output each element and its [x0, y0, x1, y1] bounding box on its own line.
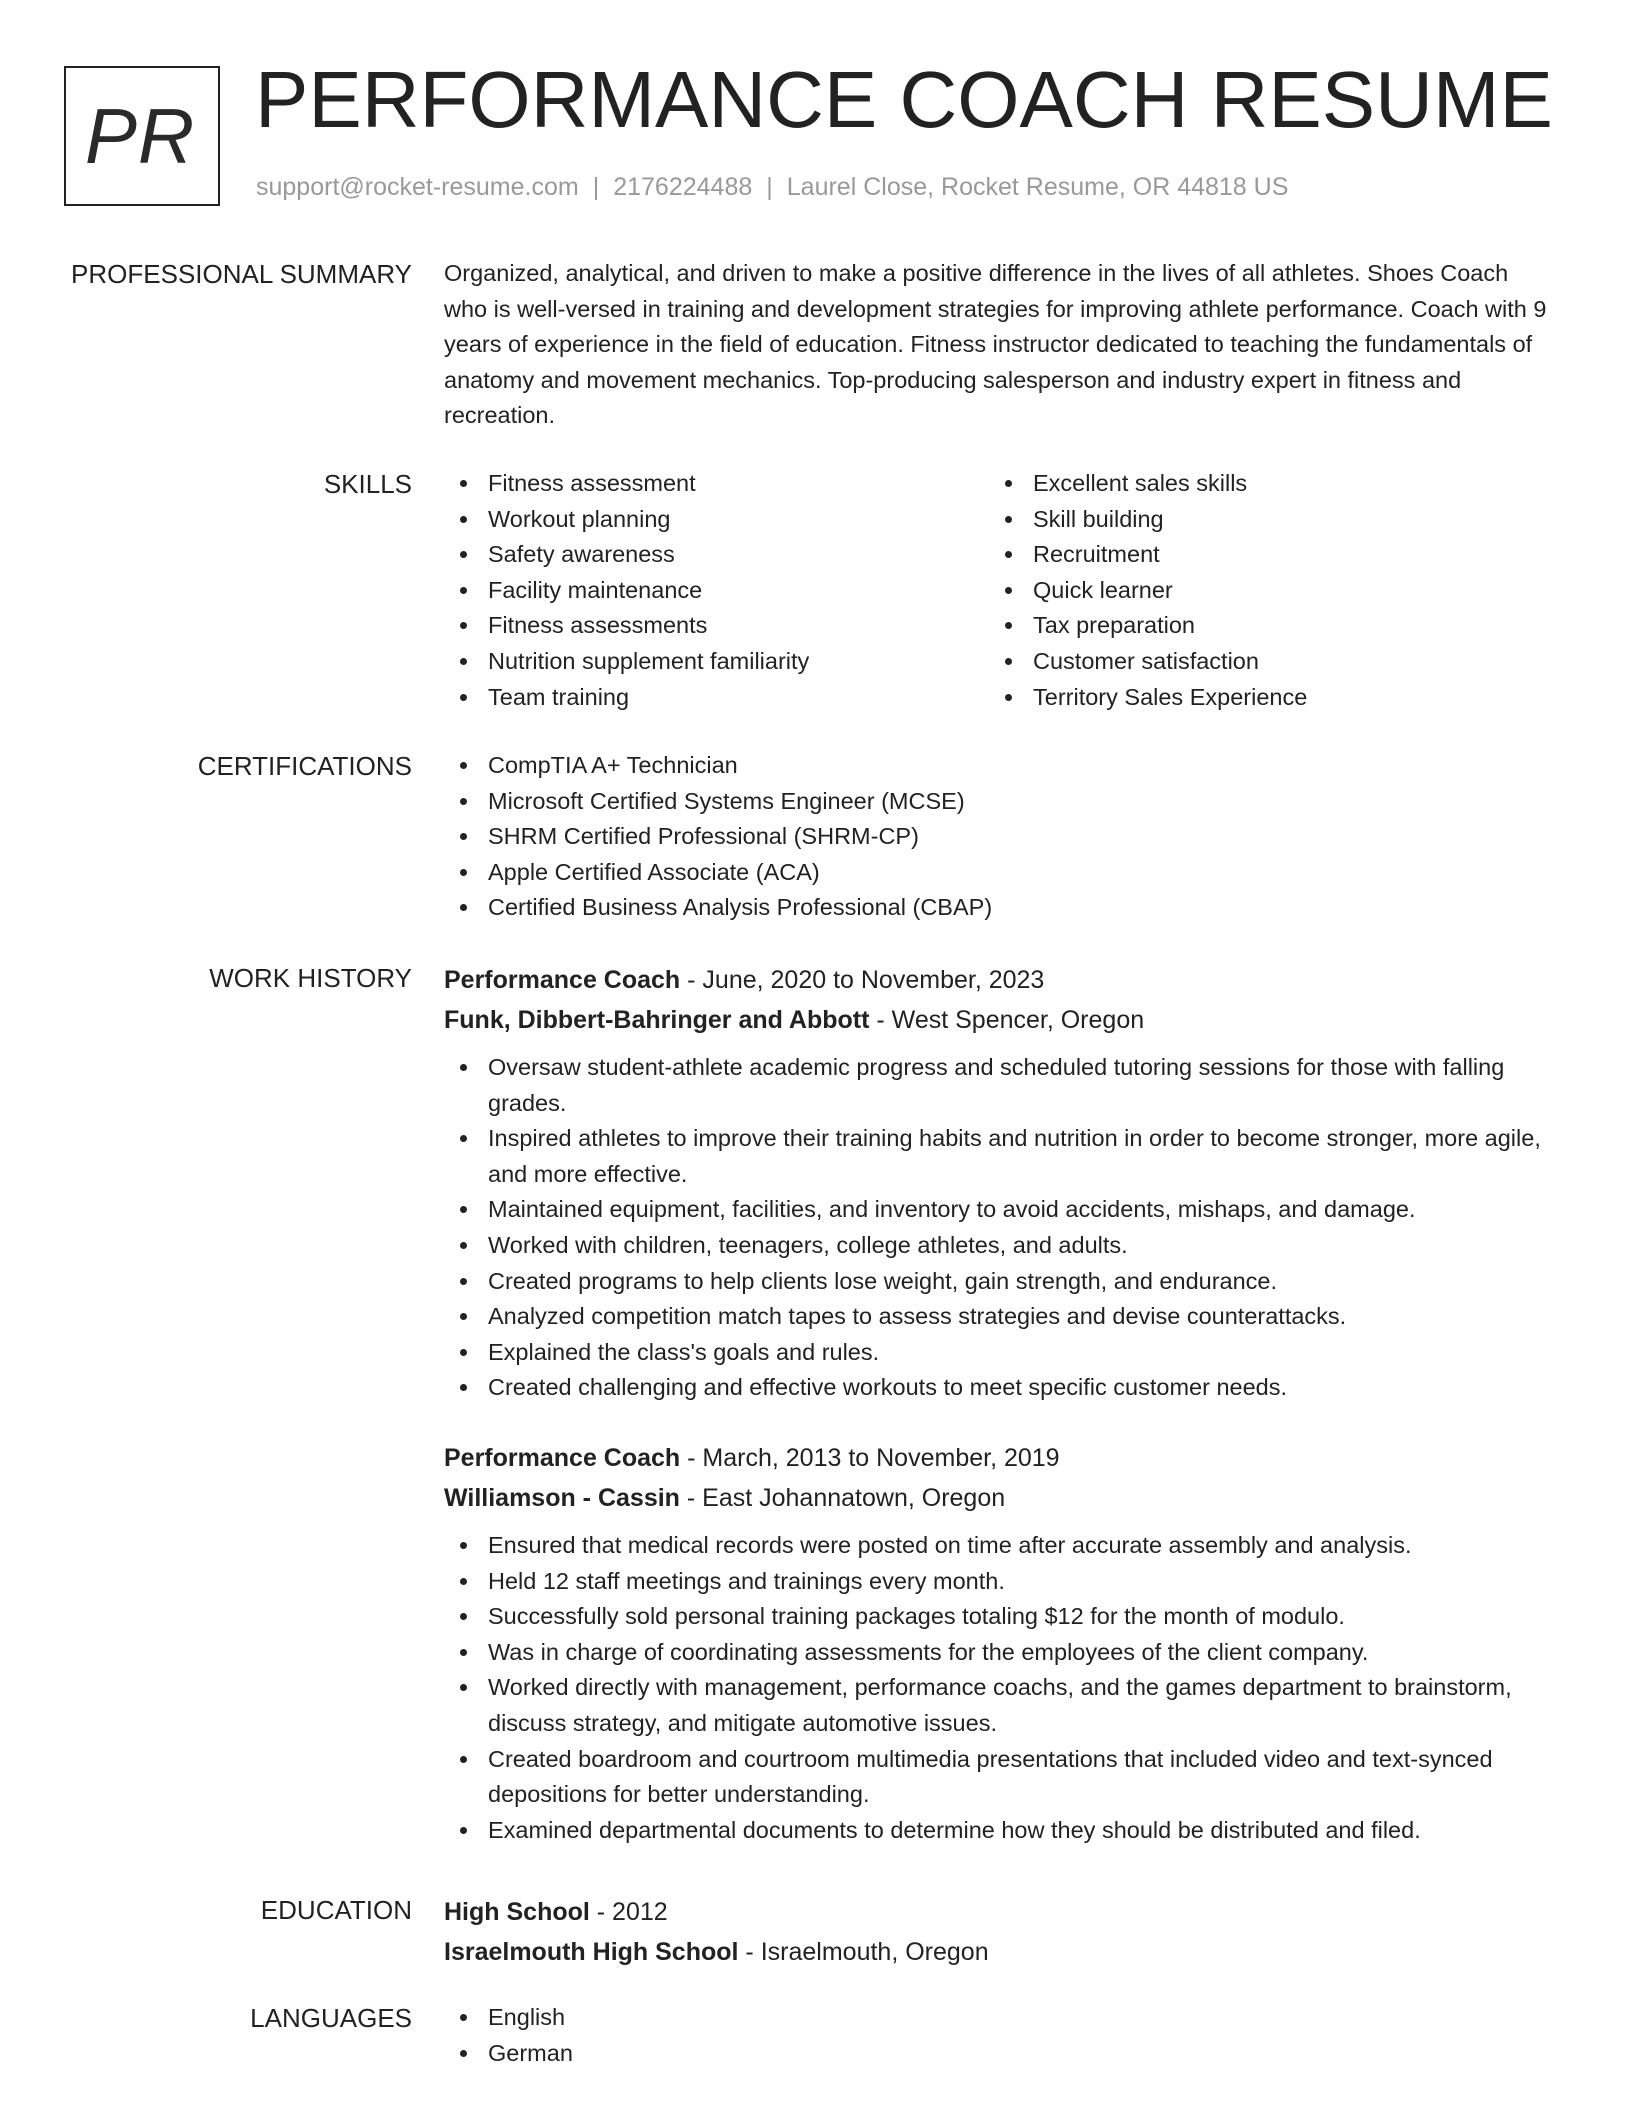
- skill-item: Customer satisfaction: [989, 644, 1534, 680]
- language-item: German: [444, 2036, 1556, 2072]
- monogram-text: PR: [84, 91, 196, 180]
- job-entry: [444, 960, 1556, 1406]
- job-bullet: Created boardroom and courtroom multimedia presentations that included video and text-synced depositions for better understanding.: [444, 1742, 1556, 1813]
- contact-address: Laurel Close, Rocket Resume, OR 44818 US: [786, 173, 1289, 201]
- skill-item: Excellent sales skills: [989, 466, 1534, 502]
- skills-columns: [444, 466, 1556, 715]
- skills-heading: SKILLS: [323, 469, 412, 499]
- job-company: Williamson - Cassin: [444, 1483, 680, 1512]
- skill-item: Team training: [444, 680, 989, 716]
- job-location: - West Spencer, Oregon: [869, 1006, 1145, 1034]
- certification-item: CompTIA A+ Technician: [444, 748, 1556, 784]
- contact-line: [256, 173, 1288, 202]
- job-title: Performance Coach: [444, 1443, 681, 1472]
- contact-separator: |: [592, 173, 600, 201]
- job-bullet: Was in charge of coordinating assessments for the employees of the client company.: [444, 1635, 1556, 1671]
- job-title-line: [444, 1438, 1556, 1478]
- job-company: Funk, Dibbert-Bahringer and Abbott: [444, 1006, 870, 1034]
- skill-item: Workout planning: [444, 502, 989, 538]
- job-bullet: Analyzed competition match tapes to assess strategies and devise counterattacks.: [444, 1299, 1556, 1335]
- job-bullet: Inspired athletes to improve their training habits and nutrition in order to become stronger, more agile, and more effective.: [444, 1121, 1556, 1192]
- contact-email: support@rocket-resume.com: [256, 173, 579, 201]
- job-dates: - June, 2020 to November, 2023: [680, 966, 1045, 994]
- job-title-line: [444, 960, 1556, 1000]
- job-bullet: Worked with children, teenagers, college athletes, and adults.: [444, 1228, 1556, 1264]
- languages-list: [444, 2000, 1556, 2071]
- job-bullet: Oversaw student-athlete academic progress and scheduled tutoring sessions for those with falling grades.: [444, 1050, 1556, 1121]
- education-school: Israelmouth High School: [444, 1938, 739, 1966]
- certification-item: Microsoft Certified Systems Engineer (MCSE): [444, 784, 1556, 820]
- summary-heading: PROFESSIONAL SUMMARY: [71, 259, 412, 289]
- skills-list-right: [989, 466, 1534, 715]
- job-bullets: [444, 1528, 1556, 1848]
- job-bullets: [444, 1050, 1556, 1406]
- language-item: English: [444, 2000, 1556, 2036]
- job-bullet: Held 12 staff meetings and trainings every month.: [444, 1564, 1556, 1600]
- skill-item: Recruitment: [989, 537, 1534, 573]
- skill-item: Safety awareness: [444, 537, 989, 573]
- education-heading: EDUCATION: [260, 1895, 412, 1925]
- summary-text: Organized, analytical, and driven to make a positive difference in the lives of all athletes. Shoes Coach who is well-versed in training and development strategies for improving athlete performance. Coach with 9 years of experience in the field of education. Fitness instructor dedicated to teaching the fundamentals of anatomy and movement mechanics. Top-producing salesperson and industry expert in fitness and recreation.: [444, 260, 1547, 429]
- languages-content: [444, 2000, 1556, 2071]
- education-school-line: [444, 1932, 1556, 1972]
- skill-item: Territory Sales Experience: [989, 680, 1534, 716]
- skills-list-left: [444, 466, 989, 715]
- education-degree-line: [444, 1892, 1556, 1932]
- contact-separator: |: [766, 173, 773, 201]
- resume-title: PERFORMANCE COACH RESUME: [255, 55, 1553, 144]
- job-entry: [444, 1438, 1556, 1848]
- education-content: [444, 1892, 1556, 1972]
- skill-item: Tax preparation: [989, 608, 1534, 644]
- certification-item: Certified Business Analysis Professional (CBAP): [444, 890, 1556, 926]
- certifications-heading: CERTIFICATIONS: [197, 751, 412, 781]
- job-bullet: Worked directly with management, performance coachs, and the games department to brainstorm, discuss strategy, and mitigate automotive issues.: [444, 1670, 1556, 1741]
- job-company-line: [444, 1478, 1556, 1518]
- skill-item: Quick learner: [989, 573, 1534, 609]
- certifications-content: [444, 748, 1556, 926]
- certification-item: SHRM Certified Professional (SHRM-CP): [444, 819, 1556, 855]
- job-company-line: [444, 1000, 1556, 1040]
- job-bullet: Successfully sold personal training packages totaling $12 for the month of modulo.: [444, 1599, 1556, 1635]
- job-bullet: Examined departmental documents to determine how they should be distributed and filed.: [444, 1813, 1556, 1849]
- job-bullet: Created challenging and effective workouts to meet specific customer needs.: [444, 1370, 1556, 1406]
- work-history-heading: WORK HISTORY: [209, 963, 412, 993]
- monogram-badge: [64, 66, 220, 206]
- skill-item: Fitness assessments: [444, 608, 989, 644]
- work-history-content: [444, 960, 1556, 1848]
- certification-item: Apple Certified Associate (ACA): [444, 855, 1556, 891]
- education-degree: High School: [444, 1898, 590, 1926]
- job-bullet: Created programs to help clients lose weight, gain strength, and endurance.: [444, 1264, 1556, 1300]
- contact-phone: 2176224488: [613, 173, 753, 201]
- skill-item: Skill building: [989, 502, 1534, 538]
- skill-item: Facility maintenance: [444, 573, 989, 609]
- job-location: - East Johannatown, Oregon: [679, 1483, 1006, 1512]
- certifications-list: [444, 748, 1556, 926]
- education-year: - 2012: [589, 1898, 668, 1926]
- education-location: - Israelmouth, Oregon: [738, 1938, 989, 1966]
- languages-heading: LANGUAGES: [250, 2003, 412, 2033]
- job-bullet: Explained the class's goals and rules.: [444, 1335, 1556, 1371]
- skill-item: Nutrition supplement familiarity: [444, 644, 989, 680]
- job-title: Performance Coach: [444, 966, 681, 994]
- job-bullet: Ensured that medical records were posted on time after accurate assembly and analysis.: [444, 1528, 1556, 1564]
- job-bullet: Maintained equipment, facilities, and inventory to avoid accidents, mishaps, and damage.: [444, 1192, 1556, 1228]
- job-dates: - March, 2013 to November, 2019: [680, 1443, 1060, 1472]
- skill-item: Fitness assessment: [444, 466, 989, 502]
